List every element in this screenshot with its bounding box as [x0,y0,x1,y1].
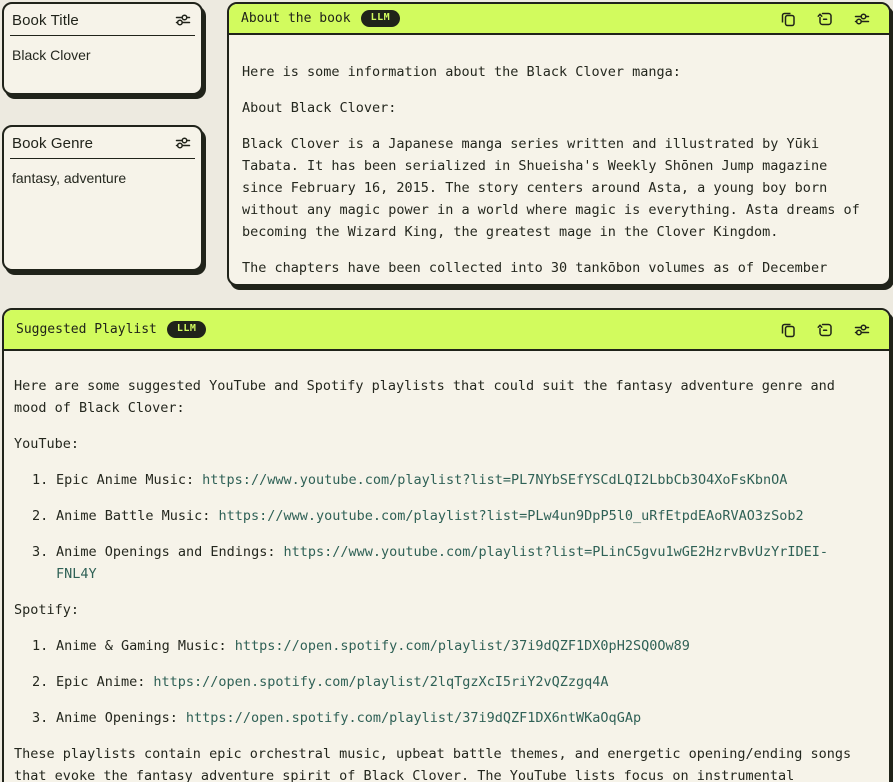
sliders-icon[interactable] [853,10,871,28]
input-node-book-title[interactable] [2,2,203,95]
sliders-icon[interactable] [174,11,192,29]
spotify-heading: Spotify: [14,602,80,618]
playlist-link[interactable]: https://www.youtube.com/playlist?list=PLw4un9DpP5l0_uRfEtpdEAoRVAO3zSob2 [218,508,804,524]
list-item: 2. Epic Anime: https://open.spotify.com/playlist/2lqTgzXcI5riY2vQZzgq4A [32,674,609,690]
input-node-header[interactable] [4,127,201,158]
youtube-playlist-list [14,469,865,585]
input-node-header[interactable] [4,4,201,35]
llm-badge: LLM [361,10,401,27]
rerun-icon[interactable] [816,10,834,28]
llm-node-header[interactable] [4,310,889,351]
input-title: Book Title [12,11,79,29]
playlist-label: Anime & Gaming Music: [56,638,227,654]
llm-node-header[interactable] [229,4,889,35]
header-actions [779,321,871,339]
output-paragraph: Black Clover is a Japanese manga series written and illustrated by Yūki Tabata. It has been serialized in Shueisha's Weekly Shōnen Jump magazine since February 16, 2015. The story centers around Asta, a young boy born without any magic power in a world where magic is everything. Asta dreams of becoming the Wizard King, the greatest mage in the Clover Kingdom. [242,136,868,240]
youtube-heading: YouTube: [14,436,80,452]
output-paragraph: The chapters have been collected into 30 tankōbon volumes as of December [242,260,828,276]
input-node-book-genre[interactable] [2,125,203,271]
playlist-label: Anime Openings and Endings: [56,544,276,560]
llm-badge: LLM [167,321,207,338]
playlist-link[interactable]: https://open.spotify.com/playlist/37i9dQZF1DX6ntWKaOqGAp [185,710,642,726]
list-item: 3. Anime Openings and Endings: https://www.youtube.com/playlist?list=PLinC5gvu1wGE2HzrvBvUzYrIDEI-FNL4Y [32,544,829,582]
playlist-link[interactable]: https://www.youtube.com/playlist?list=PL7NYbSEfYSCdLQI2LbbCb3O4XoFsKbnOA [202,472,788,488]
copy-icon[interactable] [779,10,797,28]
playlist-link[interactable]: https://www.youtube.com/playlist?list=PLinC5gvu1wGE2HzrvBvUzYrIDEI-FNL4Y [56,544,829,582]
llm-output-text [229,35,889,286]
llm-node-title: Suggested Playlist [16,322,157,337]
sliders-icon[interactable] [174,134,192,152]
playlist-label: Epic Anime: [56,674,146,690]
playlist-link[interactable]: https://open.spotify.com/playlist/2lqTgzXcI5riY2vQZzgq4A [153,674,609,690]
list-item: 3. Anime Openings: https://open.spotify.com/playlist/37i9dQZF1DX6ntWKaOqGAp [32,710,642,726]
output-paragraph: Here are some suggested YouTube and Spotify playlists that could suit the fantasy adventure genre and mood of Black Clover: [14,378,844,416]
sliders-icon[interactable] [853,321,871,339]
input-value[interactable]: Black Clover [12,47,91,63]
list-item: 1. Epic Anime Music: https://www.youtube.com/playlist?list=PL7NYbSEfYSCdLQI2LbbCb3O4XoFsKbnOA [32,472,788,488]
list-item: 2. Anime Battle Music: https://www.youtube.com/playlist?list=PLw4un9DpP5l0_uRfEtpdEAoRVAO3zSob2 [32,508,804,524]
llm-node-suggested-playlist[interactable] [2,308,891,782]
output-paragraph: These playlists contain epic orchestral music, upbeat battle themes, and energetic opening/ending songs that evoke the fantasy adventure spirit of Black Clover. The YouTube lists focus on instrumental [14,746,860,782]
input-value[interactable]: fantasy, adventure [12,170,127,186]
copy-icon[interactable] [779,321,797,339]
header-actions [779,10,871,28]
llm-node-about-the-book[interactable] [227,2,891,286]
list-item: 1. Anime & Gaming Music: https://open.spotify.com/playlist/37i9dQZF1DX0pH2SQ0Ow89 [32,638,690,654]
llm-output-text [4,351,889,782]
output-paragraph: Here is some information about the Black Clover manga: [242,64,681,80]
spotify-playlist-list [14,635,865,729]
rerun-icon[interactable] [816,321,834,339]
playlist-label: Anime Battle Music: [56,508,211,524]
playlist-label: Anime Openings: [56,710,178,726]
input-title: Book Genre [12,134,94,152]
output-paragraph: About Black Clover: [242,100,397,116]
playlist-label: Epic Anime Music: [56,472,195,488]
llm-node-title: About the book [241,11,351,26]
playlist-link[interactable]: https://open.spotify.com/playlist/37i9dQZF1DX0pH2SQ0Ow89 [234,638,690,654]
